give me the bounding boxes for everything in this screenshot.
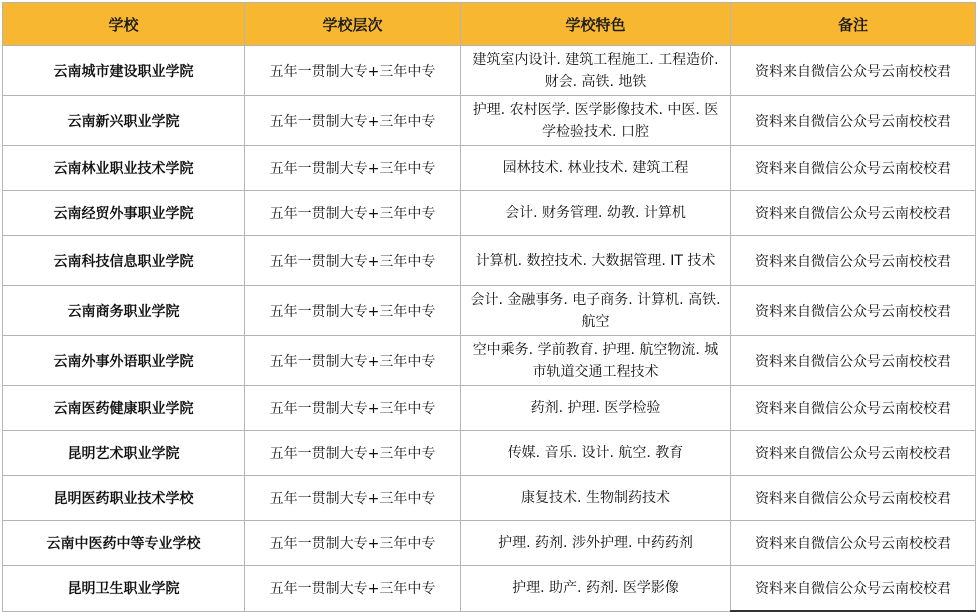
table-row xyxy=(3,336,976,386)
school-note: 资料来自微信公众号云南校校君 xyxy=(731,286,976,336)
school-note: 资料来自微信公众号云南校校君 xyxy=(731,336,976,386)
school-note: 资料来自微信公众号云南校校君 xyxy=(731,46,976,96)
school-features: 园林技术. 林业技术. 建筑工程 xyxy=(461,146,731,191)
school-features: 护理. 助产. 药剂. 医学影像 xyxy=(461,566,731,612)
school-name: 云南中医药中等专业学校 xyxy=(3,521,245,566)
school-name: 云南外事外语职业学院 xyxy=(3,336,245,386)
school-name: 云南林业职业技术学院 xyxy=(3,146,245,191)
school-name: 云南商务职业学院 xyxy=(3,286,245,336)
table-row xyxy=(3,286,976,336)
school-note: 资料来自微信公众号云南校校君 xyxy=(731,566,976,612)
school-features: 传媒. 音乐. 设计. 航空. 教育 xyxy=(461,431,731,476)
school-note: 资料来自微信公众号云南校校君 xyxy=(731,191,976,236)
table-row xyxy=(3,431,976,476)
school-note: 资料来自微信公众号云南校校君 xyxy=(731,521,976,566)
school-name: 昆明艺术职业学院 xyxy=(3,431,245,476)
school-level: 五年一贯制大专+三年中专 xyxy=(245,286,461,336)
schools-table xyxy=(2,2,976,612)
school-name: 云南新兴职业学院 xyxy=(3,96,245,146)
school-note: 资料来自微信公众号云南校校君 xyxy=(731,476,976,521)
school-features: 计算机. 数控技术. 大数据管理. IT 技术 xyxy=(461,236,731,286)
school-features: 空中乘务. 学前教育. 护理. 航空物流. 城市轨道交通工程技术 xyxy=(461,336,731,386)
school-features: 会计. 财务管理. 幼教. 计算机 xyxy=(461,191,731,236)
school-features: 药剂. 护理. 医学检验 xyxy=(461,386,731,431)
table-row xyxy=(3,236,976,286)
school-level: 五年一贯制大专+三年中专 xyxy=(245,386,461,431)
table-row xyxy=(3,566,976,612)
school-features: 康复技术. 生物制药技术 xyxy=(461,476,731,521)
school-level: 五年一贯制大专+三年中专 xyxy=(245,336,461,386)
school-note: 资料来自微信公众号云南校校君 xyxy=(731,146,976,191)
school-level: 五年一贯制大专+三年中专 xyxy=(245,431,461,476)
table-row xyxy=(3,386,976,431)
school-level: 五年一贯制大专+三年中专 xyxy=(245,191,461,236)
table-row xyxy=(3,96,976,146)
school-level: 五年一贯制大专+三年中专 xyxy=(245,566,461,612)
school-features: 会计. 金融事务. 电子商务. 计算机. 高铁. 航空 xyxy=(461,286,731,336)
school-note: 资料来自微信公众号云南校校君 xyxy=(731,431,976,476)
school-level: 五年一贯制大专+三年中专 xyxy=(245,146,461,191)
school-name: 云南科技信息职业学院 xyxy=(3,236,245,286)
table-row xyxy=(3,476,976,521)
school-level: 五年一贯制大专+三年中专 xyxy=(245,236,461,286)
header-note: 备注 xyxy=(731,3,976,46)
school-features: 护理. 药剂. 涉外护理. 中药药剂 xyxy=(461,521,731,566)
school-name: 云南城市建设职业学院 xyxy=(3,46,245,96)
school-features: 建筑室内设计. 建筑工程施工. 工程造价. 财会. 高铁. 地铁 xyxy=(461,46,731,96)
school-note: 资料来自微信公众号云南校校君 xyxy=(731,96,976,146)
school-name: 云南经贸外事职业学院 xyxy=(3,191,245,236)
table-row xyxy=(3,521,976,566)
school-note: 资料来自微信公众号云南校校君 xyxy=(731,386,976,431)
school-name: 昆明卫生职业学院 xyxy=(3,566,245,612)
table-row xyxy=(3,146,976,191)
school-level: 五年一贯制大专+三年中专 xyxy=(245,476,461,521)
school-level: 五年一贯制大专+三年中专 xyxy=(245,521,461,566)
school-level: 五年一贯制大专+三年中专 xyxy=(245,46,461,96)
header-level: 学校层次 xyxy=(245,3,461,46)
school-features: 护理. 农村医学. 医学影像技术. 中医. 医学检验技术. 口腔 xyxy=(461,96,731,146)
table-header-row xyxy=(3,3,976,46)
school-level: 五年一贯制大专+三年中专 xyxy=(245,96,461,146)
table-row xyxy=(3,191,976,236)
school-name: 昆明医药职业技术学校 xyxy=(3,476,245,521)
school-name: 云南医药健康职业学院 xyxy=(3,386,245,431)
header-school: 学校 xyxy=(3,3,245,46)
school-note: 资料来自微信公众号云南校校君 xyxy=(731,236,976,286)
header-features: 学校特色 xyxy=(461,3,731,46)
table-row xyxy=(3,46,976,96)
